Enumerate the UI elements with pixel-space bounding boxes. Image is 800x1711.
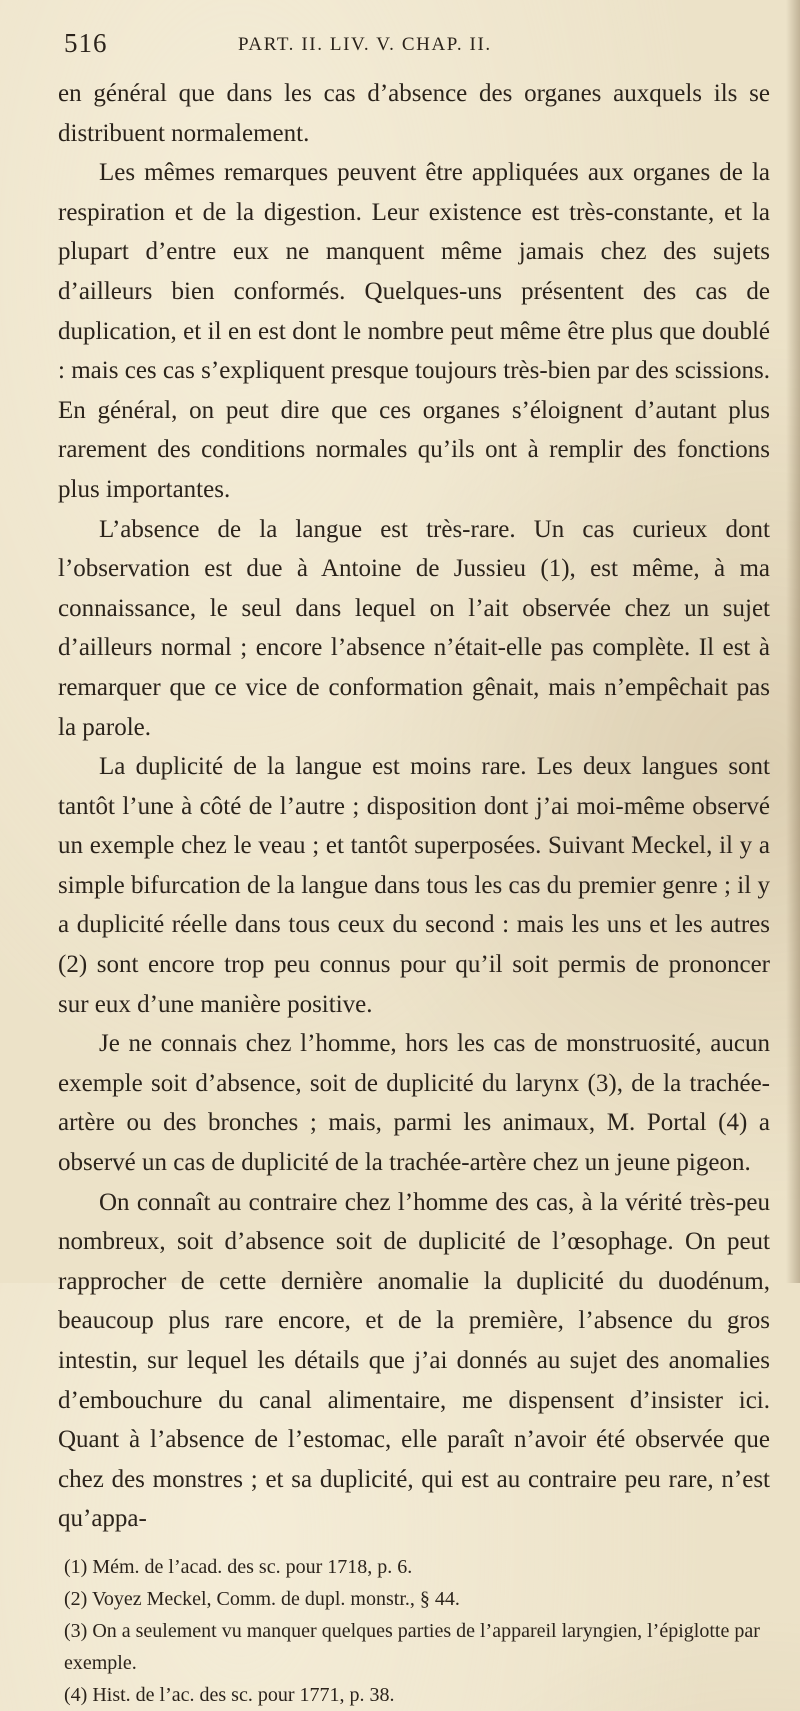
paragraph-continuation: en général que dans les cas d’absence des organes auxquels ils se distribuent normalement. (58, 80, 770, 147)
paragraph: Les mêmes remarques peuvent être appliquées aux organes de la respiration et de la digestion. Leur existence est très-constante, et la plupart d’entre eux ne manquent même jamais chez des sujets d’ailleurs bien conformés. Quelques-uns présentent des cas de duplication, et il en est dont le nombre peut même être plus que doublé : mais ces cas s’expliquent presque toujours très-bien par des scissions. En général, on peut dire que ces organes s’éloignent d’autant plus rarement des conditions normales qu’ils ont à remplir des fonctions plus importantes. (58, 159, 770, 503)
running-title: PART. II. LIV. V. CHAP. II. (238, 34, 492, 55)
book-page (58, 28, 770, 1711)
page-number: 516 (64, 28, 108, 58)
paragraph: Je ne connais chez l’homme, hors les cas de monstruosité, aucun exemple soit d’absence, soit de duplicité du larynx (3), de la trachée-artère ou des bronches ; mais, parmi les animaux, M. Portal (4) a observé un cas de duplicité de la trachée-artère chez un jeune pigeon. (58, 1030, 770, 1177)
page-edge-shadow (786, 0, 800, 1283)
footnote: (2) Voyez Meckel, Comm. de dupl. monstr., § 44. (64, 1587, 460, 1610)
footnotes (58, 1551, 770, 1711)
body-text (58, 74, 770, 1539)
paragraph: L’absence de la langue est très-rare. Un cas curieux dont l’observation est due à Antoine de Jussieu (1), est même, à ma connaissance, le seul dans lequel on l’ait observée chez un sujet d’ailleurs normal ; encore l’absence n’était-elle pas complète. Il est à remarquer que ce vice de conformation gênait, mais n’empêchait pas la parole. (58, 515, 770, 741)
footnote: (1) Mém. de l’acad. des sc. pour 1718, p. 6. (64, 1555, 413, 1578)
paragraph: On connaît au contraire chez l’homme des cas, à la vérité très-peu nombreux, soit d’absence soit de duplicité de l’œsophage. On peut rapprocher de cette dernière anomalie la duplicité du duodénum, beaucoup plus rare encore, et de la première, l’absence du gros intestin, sur lequel les détails que j’ai donnés au sujet des anomalies d’embouchure du canal alimentaire, me dispensent d’insister ici. Quant à l’absence de l’estomac, elle paraît n’avoir été observée que chez des monstres ; et sa duplicité, qui est au contraire peu rare, n’est qu’appa- (58, 1188, 770, 1533)
footnote: (4) Hist. de l’ac. des sc. pour 1771, p. 38. (64, 1683, 395, 1706)
footnote: (3) On a seulement vu manquer quelques parties de l’appareil laryngien, l’épiglotte par exemple. (64, 1619, 760, 1674)
running-head (58, 28, 770, 74)
paragraph: La duplicité de la langue est moins rare. Les deux langues sont tantôt l’une à côté de l’autre ; disposition dont j’ai moi-même observé un exemple chez le veau ; et tantôt superposées. Suivant Meckel, il y a simple bifurcation de la langue dans tous les cas du premier genre ; il y a duplicité réelle dans tous ceux du second : mais les uns et les autres (2) sont encore trop peu connus pour qu’il soit permis de prononcer sur eux d’une manière positive. (58, 753, 770, 1018)
